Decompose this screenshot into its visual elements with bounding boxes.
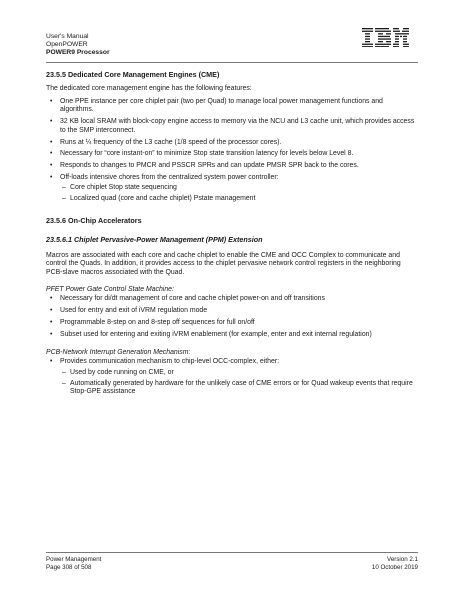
section-heading-onchip: 23.5.6 On-Chip Accelerators [46,215,142,225]
pfet-list [46,295,418,339]
header-divider [46,62,418,63]
footer-divider [46,552,418,553]
list-item: • One PPE instance per core chiplet pair (two per Quad) to manage local power management functions and algorithms. [46,98,418,115]
list-item: • Off-loads intensive chores from the centralized system power controller: [46,174,418,183]
list-item: • Runs at ¼ frequency of the L3 cache (1/8 speed of the processor cores). [46,139,418,148]
list-item: • 32 KB local SRAM with block-copy engine access to memory via the NCU and L3 cache unit, which provides access to the SMP interconnect. [46,118,418,135]
ppm-paragraph: Macros are associated with each core and cache chiplet to enable the CME and OCC Complex to communicate and control the Quads. In addition, it provides access to the chiplet pervasive network control registers in the neighboring PCB-slave macros associated with the Quad. [46,251,401,276]
list-item: • Programmable 8-step on and 8-step off sequences for full on/off [46,319,418,328]
footer-chapter: Power Management [46,556,102,563]
list-item: • Responds to changes to PMCR and PSSCR SPRs and can update PMSR SPR back to the cores. [46,162,418,171]
sub-list-item: – Automatically generated by hardware for the unlikely case of CME errors or for Quad wakeup events that require Stop-GPE assistance [46,380,418,397]
footer-page-number: Page 308 of 508 [46,564,92,571]
header-product-family: OpenPOWER [46,41,88,49]
header-manual-type: User's Manual [46,33,89,40]
sub-list-item: – Core chiplet Stop state sequencing [46,184,418,193]
list-item: • Necessary for “core instant-on” to minimize Stop state transition latency for levels below Level 8. [46,150,418,159]
section-heading-cme: 23.5.5 Dedicated Core Management Engines (CME) [46,70,220,79]
ibm-logo [362,27,409,47]
sub-list-item: – Used by code running on CME, or [46,369,418,378]
footer-right [372,556,418,572]
list-item: • Necessary for di/dt management of core and cache chiplet power-on and off transitions [46,295,418,304]
list-item: • Used for entry and exit of iVRM regulation mode [46,307,418,316]
sub-list-item: – Localized quad (core and cache chiplet) Pstate management [46,195,418,204]
cme-intro-paragraph: The dedicated core management engine has the following features: [46,85,252,92]
page-body [46,70,418,399]
pcb-list [46,358,418,397]
footer-date: 10 October 2019 [371,564,418,571]
subsection-heading-ppm: 23.5.6.1 Chiplet Pervasive-Power Management (PPM) Extension [46,234,263,244]
list-item: • Subset used for entering and exiting iVRM enablement (for example, enter and exit internal regulation) [46,331,418,340]
pcb-title: PCB-Network Interrupt Generation Mechanism: [46,349,191,357]
cme-feature-list [46,98,418,204]
footer-version: Version 2.1 [387,556,418,563]
list-item: • Provides communication mechanism to chip-level OCC-complex, either: [46,358,418,367]
header-product-name: POWER9 Processor [46,49,110,57]
pfet-title: PFET Power Gate Control State Machine: [46,286,174,294]
footer-left [46,556,101,572]
running-header [46,33,110,58]
